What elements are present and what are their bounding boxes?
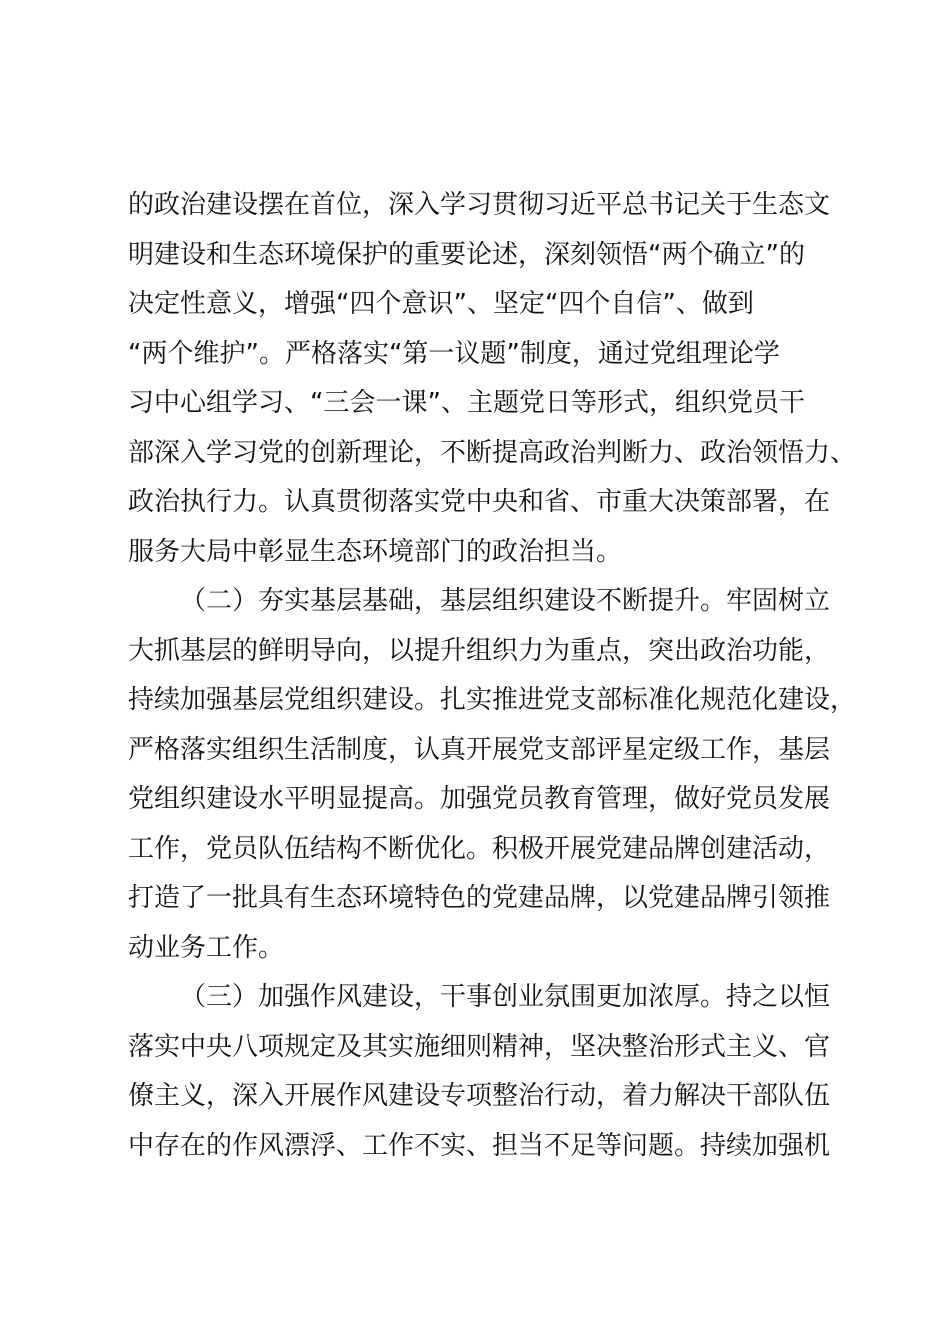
text-line: 决定性意义，增强“四个意识”、坚定“四个自信”、做到 [128,289,754,319]
text-line: 大抓基层的鲜明导向，以提升组织力为重点，突出政治功能， [128,635,831,666]
text-line: 严格落实组织生活制度，认真开展党支部评星定级工作，基层 [128,734,831,765]
text-line: 持续加强基层党组织建设。扎实推进党支部标准化规范化建设， [128,685,857,715]
text-line: 部深入学习党的创新理论，不断提高政治判断力、政治领悟力、 [128,437,857,468]
text-line: 服务大局中彰显生态环境部门的政治担当。 [128,536,623,567]
text-line: 工作，党员队伍结构不断优化。积极开展党建品牌创建活动， [128,833,831,864]
section-heading-line: （二）夯实基层基础，基层组织建设不断提升。牢固树立 [180,586,831,616]
section-heading-line: （三）加强作风建设，干事创业氛围更加浓厚。持之以恒 [180,982,831,1012]
text-line: 打造了一批具有生态环境特色的党建品牌，以党建品牌引领推 [128,883,831,913]
text-line: 的政治建设摆在首位，深入学习贯彻习近平总书记关于生态文 [128,190,831,220]
text-line: 习中心组学习、“三会一课”、主题党日等形式，组织党员干 [128,388,805,418]
text-line: 政治执行力。认真贯彻落实党中央和省、市重大决策部署，在 [128,487,831,517]
text-line: 落实中央八项规定及其实施细则精神，坚决整治形式主义、官 [128,1031,831,1062]
text-line: 中存在的作风漂浮、工作不实、担当不足等问题。持续加强机 [128,1130,831,1161]
text-line: “两个维护”。严格落实“第一议题”制度，通过党组理论学 [128,338,780,369]
text-line: 明建设和生态环境保护的重要论述，深刻领悟“两个确立”的 [128,239,805,270]
body-text [128,181,868,1171]
text-line: 动业务工作。 [128,932,285,963]
text-line: 党组织建设水平明显提高。加强党员教育管理，做好党员发展 [128,784,831,814]
text-line: 僚主义，深入开展作风建设专项整治行动，着力解决干部队伍 [128,1081,831,1111]
